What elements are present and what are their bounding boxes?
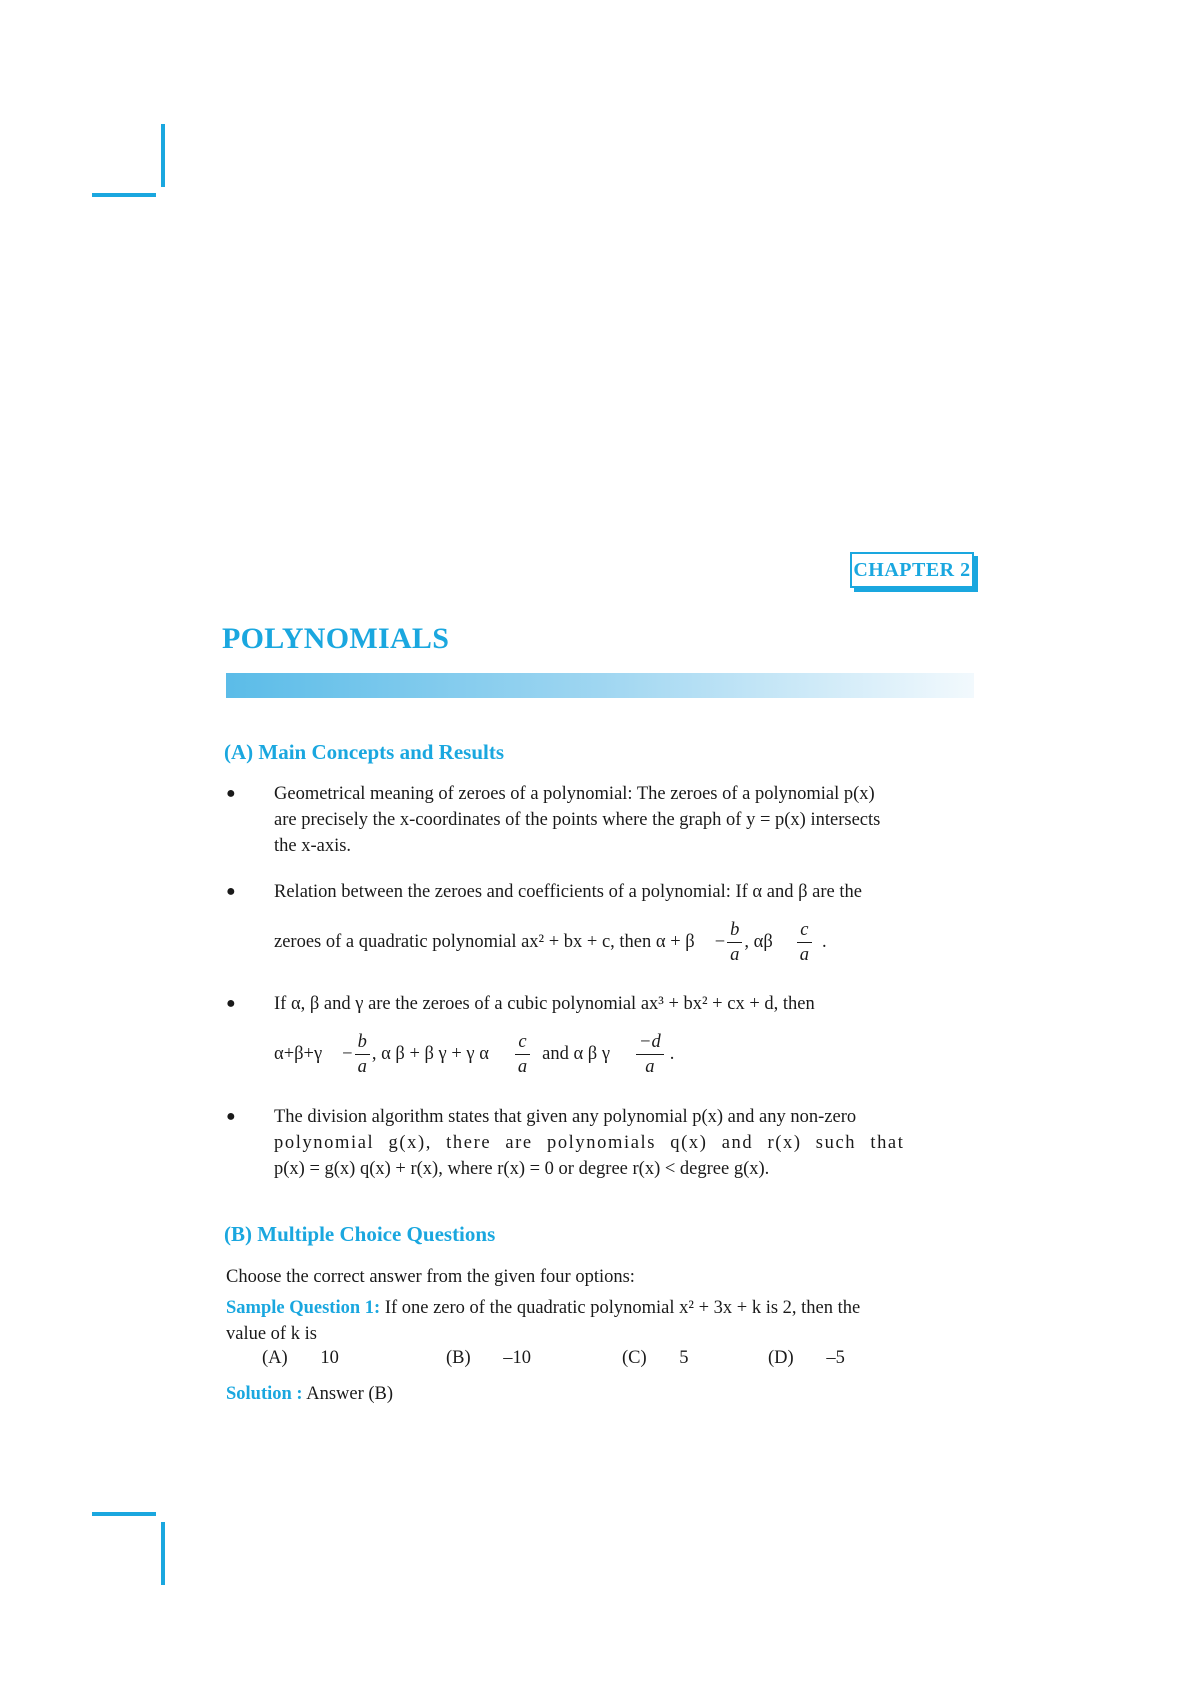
instruction-text: Choose the correct answer from the given four options: — [226, 1267, 635, 1287]
fraction-numerator: c — [515, 1030, 530, 1055]
crop-mark-bottom-vertical — [161, 1522, 165, 1585]
option-value: 10 — [320, 1348, 339, 1368]
item2-formula — [274, 917, 980, 967]
fraction-c-over-a — [797, 918, 812, 967]
bullet-2: ● — [226, 883, 236, 900]
concept-item-division-algorithm — [274, 1104, 980, 1182]
option-b — [446, 1348, 531, 1369]
option-label: (A) — [262, 1348, 288, 1368]
concept-item-cubic — [274, 991, 980, 1081]
bullet-4: ● — [226, 1108, 236, 1125]
item3-pairwise: , α β + β γ + γ α — [371, 1044, 489, 1064]
bullet-3: ● — [226, 995, 236, 1012]
fraction-b-over-a — [727, 918, 742, 967]
section-a-heading: (A) Main Concepts and Results — [224, 740, 505, 764]
solution — [226, 1381, 393, 1407]
concept-item-zeroes-meaning — [274, 781, 980, 859]
bullet-1: ● — [226, 785, 236, 802]
option-label: (C) — [622, 1348, 647, 1368]
item4-line2: polynomial g(x), there are polynomials q(x) and r(x) such that — [274, 1133, 905, 1153]
item4-line1: The division algorithm states that given any polynomial p(x) and any non-zero — [274, 1107, 857, 1127]
fraction-denominator: a — [799, 944, 809, 965]
page-title: POLYNOMIALS — [222, 622, 450, 655]
minus-sign: − — [342, 1044, 353, 1064]
crop-mark-top-horizontal — [92, 193, 156, 197]
period: . — [669, 1044, 675, 1064]
period: . — [821, 932, 827, 952]
fraction-denominator: a — [517, 1056, 528, 1077]
option-value: –5 — [826, 1348, 845, 1368]
crop-mark-bottom-horizontal — [92, 1512, 156, 1516]
option-a — [262, 1348, 339, 1369]
section-b-heading: (B) Multiple Choice Questions — [224, 1222, 496, 1246]
item2-line1: Relation between the zeroes and coefficients of a polynomial: If α and β are the — [274, 882, 862, 902]
fraction-numerator: −d — [636, 1030, 664, 1055]
solution-label: Solution : — [226, 1384, 303, 1404]
item1-line1: Geometrical meaning of zeroes of a polynomial: The zeroes of a polynomial p(x) — [274, 784, 875, 804]
option-value: 5 — [679, 1348, 689, 1368]
question-label: Sample Question 1: — [226, 1298, 381, 1318]
sample-question-1 — [226, 1295, 982, 1347]
item1-line2: are precisely the x-coordinates of the points where the graph of y = p(x) intersects — [274, 810, 881, 830]
item4-line3: p(x) = g(x) q(x) + r(x), where r(x) = 0 or degree r(x) < degree g(x). — [274, 1159, 770, 1179]
fraction-denominator: a — [357, 1056, 367, 1077]
question-text-line2: value of k is — [226, 1324, 317, 1344]
minus-sign: − — [714, 932, 726, 952]
item3-sum: α+β+γ — [274, 1044, 323, 1064]
item2-line2: zeroes of a quadratic polynomial ax² + bx + c, then α + β — [274, 932, 695, 952]
option-label: (D) — [768, 1348, 794, 1368]
option-label: (B) — [446, 1348, 471, 1368]
option-value: –10 — [503, 1348, 532, 1368]
fraction-numerator: b — [727, 918, 742, 943]
fraction-numerator: b — [355, 1030, 370, 1055]
option-d — [768, 1348, 845, 1369]
solution-text: Answer (B) — [306, 1384, 394, 1404]
fraction-numerator: c — [797, 918, 812, 943]
item3-line1: If α, β and γ are the zeroes of a cubic polynomial ax³ + bx² + cx + d, then — [274, 994, 815, 1014]
question-text: If one zero of the quadratic polynomial x² + 3x + k is 2, then the — [384, 1298, 861, 1318]
title-underline-bar — [226, 673, 974, 698]
item3-product: and α β γ — [542, 1044, 611, 1064]
fraction-c-over-a — [515, 1030, 530, 1079]
item1-line3: the x-axis. — [274, 836, 352, 856]
concept-item-relation — [274, 879, 980, 967]
fraction-minus-d-over-a — [636, 1030, 664, 1079]
option-c — [622, 1348, 689, 1369]
fraction-denominator: a — [645, 1056, 655, 1077]
crop-mark-top-vertical — [161, 124, 165, 187]
fraction-b-over-a — [355, 1030, 370, 1079]
alpha-beta-text: , αβ — [744, 932, 773, 952]
item3-formula — [274, 1027, 980, 1081]
chapter-label: CHAPTER 2 — [850, 552, 974, 588]
fraction-denominator: a — [730, 944, 740, 965]
